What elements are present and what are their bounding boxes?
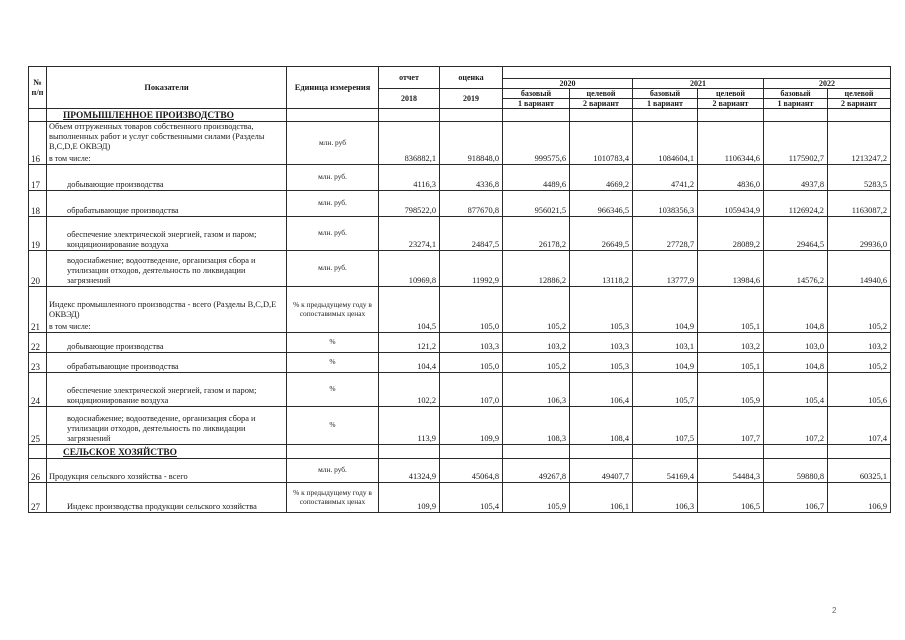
indicator-name: Индекс промышленного производства - всего (Разделы B,C,D,E ОКВЭД) xyxy=(49,300,277,319)
value-cell: 113,9 xyxy=(379,407,440,445)
value-cell: 105,1 xyxy=(698,287,764,333)
row-number: 18 xyxy=(29,191,47,217)
value-cell: 103,3 xyxy=(570,333,633,353)
value-cell: 104,8 xyxy=(764,287,828,333)
header-target: целевой xyxy=(698,89,764,99)
value-cell: 27728,7 xyxy=(633,217,698,251)
value-cell: 103,3 xyxy=(440,333,503,353)
value-cell: 107,7 xyxy=(698,407,764,445)
value-cell: 28089,2 xyxy=(698,217,764,251)
value-cell: 1084604,1 xyxy=(633,122,698,165)
value-cell: 107,2 xyxy=(764,407,828,445)
header-year-2019: 2019 xyxy=(440,89,503,109)
header-variant-2: 2 вариант xyxy=(828,99,891,109)
value-cell: 966346,5 xyxy=(570,191,633,217)
header-forecast-blank xyxy=(503,67,891,79)
row-number: 27 xyxy=(29,483,47,513)
value-cell: 105,2 xyxy=(503,353,570,373)
value-cell: 1163087,2 xyxy=(828,191,891,217)
unit-cell: % к предыдущему году в сопоставимых ценах xyxy=(287,483,379,513)
row-number: 25 xyxy=(29,407,47,445)
value-cell: 29464,5 xyxy=(764,217,828,251)
value-cell: 4116,3 xyxy=(379,165,440,191)
header-variant-1: 1 вариант xyxy=(633,99,698,109)
value-cell: 103,2 xyxy=(503,333,570,353)
header-report: отчет xyxy=(379,67,440,89)
header-base: базовый xyxy=(764,89,828,99)
value-cell: 105,9 xyxy=(503,483,570,513)
value-cell: 877670,8 xyxy=(440,191,503,217)
value-cell: 13984,6 xyxy=(698,251,764,287)
header-year-2022: 2022 xyxy=(764,79,891,89)
indicator-name-cell xyxy=(47,483,287,513)
unit-cell: млн. руб. xyxy=(287,191,379,217)
table-row xyxy=(29,122,891,165)
value-cell: 26649,5 xyxy=(570,217,633,251)
indicators-table xyxy=(28,66,891,513)
value-cell: 11992,9 xyxy=(440,251,503,287)
value-cell: 105,1 xyxy=(698,353,764,373)
value-cell: 103,0 xyxy=(764,333,828,353)
value-cell: 105,9 xyxy=(698,373,764,407)
industry-rows xyxy=(29,122,891,445)
value-cell: 107,0 xyxy=(440,373,503,407)
value-cell: 109,9 xyxy=(440,407,503,445)
value-cell: 1059434,9 xyxy=(698,191,764,217)
unit-cell: % xyxy=(287,353,379,373)
unit-cell: млн. руб xyxy=(287,122,379,165)
value-cell: 105,4 xyxy=(764,373,828,407)
value-cell: 105,3 xyxy=(570,353,633,373)
table-row xyxy=(29,191,891,217)
value-cell: 1213247,2 xyxy=(828,122,891,165)
value-cell: 5283,5 xyxy=(828,165,891,191)
section-row xyxy=(29,109,891,122)
value-cell: 4836,0 xyxy=(698,165,764,191)
value-cell: 29936,0 xyxy=(828,217,891,251)
table-row xyxy=(29,407,891,445)
header-target: целевой xyxy=(570,89,633,99)
row-number: 23 xyxy=(29,353,47,373)
row-number: 20 xyxy=(29,251,47,287)
value-cell: 106,3 xyxy=(633,483,698,513)
value-cell: 4669,2 xyxy=(570,165,633,191)
value-cell: 109,9 xyxy=(379,483,440,513)
value-cell: 105,2 xyxy=(828,287,891,333)
row-number: 22 xyxy=(29,333,47,353)
table-row xyxy=(29,217,891,251)
value-cell: 104,8 xyxy=(764,353,828,373)
row-number: 19 xyxy=(29,217,47,251)
indicator-name-cell xyxy=(47,373,287,407)
header-variant-2: 2 вариант xyxy=(570,99,633,109)
value-cell: 102,2 xyxy=(379,373,440,407)
unit-cell: % xyxy=(287,333,379,353)
value-cell: 105,2 xyxy=(503,287,570,333)
indicator-name: добывающие производства xyxy=(67,180,164,189)
value-cell: 14940,6 xyxy=(828,251,891,287)
table-row xyxy=(29,165,891,191)
table-row xyxy=(29,459,891,483)
indicator-name: Индекс производства продукции сельского хозяйства xyxy=(67,502,257,511)
value-cell: 105,3 xyxy=(570,287,633,333)
header-unit: Единица измерения xyxy=(287,67,379,109)
unit-cell: % xyxy=(287,373,379,407)
value-cell: 4741,2 xyxy=(633,165,698,191)
table-row xyxy=(29,483,891,513)
row-number: 16 xyxy=(29,122,47,165)
section-title-agriculture: СЕЛЬСКОЕ ХОЗЯЙСТВО xyxy=(47,445,287,459)
value-cell: 24847,5 xyxy=(440,217,503,251)
value-cell: 4489,6 xyxy=(503,165,570,191)
indicator-name-cell xyxy=(47,287,287,333)
value-cell: 106,5 xyxy=(698,483,764,513)
value-cell: 49407,7 xyxy=(570,459,633,483)
indicator-name: обеспечение электрической энергией, газом и паром; кондиционирование воздуха xyxy=(67,386,257,405)
indicator-name-cell xyxy=(47,407,287,445)
value-cell: 1106344,6 xyxy=(698,122,764,165)
unit-cell: % к предыдущему году в сопоставимых ценах xyxy=(287,287,379,333)
value-cell: 108,3 xyxy=(503,407,570,445)
table-row xyxy=(29,373,891,407)
value-cell: 106,9 xyxy=(828,483,891,513)
header-year-2021: 2021 xyxy=(633,79,764,89)
header-base: базовый xyxy=(633,89,698,99)
value-cell: 105,2 xyxy=(828,353,891,373)
value-cell: 108,4 xyxy=(570,407,633,445)
row-number: 21 xyxy=(29,287,47,333)
indicator-name-cell xyxy=(47,165,287,191)
indicator-name: обрабатывающие производства xyxy=(67,362,179,371)
indicator-name: обеспечение электрической энергией, газом и паром; кондиционирование воздуха xyxy=(67,230,257,249)
header-no: № п/п xyxy=(29,67,47,109)
value-cell: 106,1 xyxy=(570,483,633,513)
value-cell: 14576,2 xyxy=(764,251,828,287)
value-cell: 104,9 xyxy=(633,287,698,333)
agriculture-rows xyxy=(29,459,891,513)
value-cell: 105,0 xyxy=(440,287,503,333)
value-cell: 999575,6 xyxy=(503,122,570,165)
value-cell: 23274,1 xyxy=(379,217,440,251)
value-cell: 1038356,3 xyxy=(633,191,698,217)
value-cell: 1010783,4 xyxy=(570,122,633,165)
table-row xyxy=(29,251,891,287)
indicator-name-cell xyxy=(47,251,287,287)
value-cell: 49267,8 xyxy=(503,459,570,483)
indicator-name-cell xyxy=(47,122,287,165)
value-cell: 105,0 xyxy=(440,353,503,373)
value-cell: 103,1 xyxy=(633,333,698,353)
indicator-name-cell xyxy=(47,353,287,373)
indicator-name: Продукция сельского хозяйства - всего xyxy=(49,472,188,481)
value-cell: 918848,0 xyxy=(440,122,503,165)
header-year-2018: 2018 xyxy=(379,89,440,109)
header-year-2020: 2020 xyxy=(503,79,633,89)
indicator-name-cell xyxy=(47,191,287,217)
value-cell: 104,9 xyxy=(633,353,698,373)
unit-cell: млн. руб. xyxy=(287,251,379,287)
value-cell: 59880,8 xyxy=(764,459,828,483)
header-variant-2: 2 вариант xyxy=(698,99,764,109)
row-number: 26 xyxy=(29,459,47,483)
value-cell: 105,4 xyxy=(440,483,503,513)
value-cell: 1126924,2 xyxy=(764,191,828,217)
value-cell: 4937,8 xyxy=(764,165,828,191)
indicator-name-cell xyxy=(47,459,287,483)
value-cell: 41324,9 xyxy=(379,459,440,483)
header-variant-1: 1 вариант xyxy=(503,99,570,109)
value-cell: 103,2 xyxy=(698,333,764,353)
value-cell: 956021,5 xyxy=(503,191,570,217)
page-number: 2 xyxy=(832,606,837,615)
value-cell: 54484,3 xyxy=(698,459,764,483)
row-number: 24 xyxy=(29,373,47,407)
including-note: в том числе: xyxy=(49,322,91,331)
value-cell: 121,2 xyxy=(379,333,440,353)
value-cell: 104,4 xyxy=(379,353,440,373)
indicator-name: водоснабжение; водоотведение, организация сбора и утилизации отходов, деятельность по ликвидации загрязнений xyxy=(67,414,256,443)
indicator-name: Объем отгруженных товаров собственного производства, выполненных работ и услуг собственными силами (Разделы B,C,D,E ОКВЭД) xyxy=(49,122,265,151)
value-cell: 106,7 xyxy=(764,483,828,513)
section-row xyxy=(29,445,891,459)
value-cell: 107,4 xyxy=(828,407,891,445)
value-cell: 798522,0 xyxy=(379,191,440,217)
table-row xyxy=(29,333,891,353)
header-variant-1: 1 вариант xyxy=(764,99,828,109)
value-cell: 836882,1 xyxy=(379,122,440,165)
value-cell: 10969,8 xyxy=(379,251,440,287)
value-cell: 104,5 xyxy=(379,287,440,333)
value-cell: 105,6 xyxy=(828,373,891,407)
indicator-name: обрабатывающие производства xyxy=(67,206,179,215)
unit-cell: % xyxy=(287,407,379,445)
value-cell: 54169,4 xyxy=(633,459,698,483)
indicator-name: добывающие производства xyxy=(67,342,164,351)
value-cell: 103,2 xyxy=(828,333,891,353)
unit-cell: млн. руб. xyxy=(287,217,379,251)
header-base: базовый xyxy=(503,89,570,99)
value-cell: 13118,2 xyxy=(570,251,633,287)
value-cell: 1175902,7 xyxy=(764,122,828,165)
section-title-industry: ПРОМЫШЛЕННОЕ ПРОИЗВОДСТВО xyxy=(47,109,287,122)
value-cell: 13777,9 xyxy=(633,251,698,287)
value-cell: 105,7 xyxy=(633,373,698,407)
value-cell: 106,4 xyxy=(570,373,633,407)
table-row xyxy=(29,287,891,333)
value-cell: 12886,2 xyxy=(503,251,570,287)
value-cell: 26178,2 xyxy=(503,217,570,251)
value-cell: 4336,8 xyxy=(440,165,503,191)
value-cell: 45064,8 xyxy=(440,459,503,483)
indicator-name-cell xyxy=(47,333,287,353)
unit-cell: млн. руб. xyxy=(287,459,379,483)
indicator-name: водоснабжение; водоотведение, организация сбора и утилизации отходов, деятельность по ликвидации загрязнений xyxy=(67,256,256,285)
indicators-sheet xyxy=(28,66,890,513)
value-cell: 107,5 xyxy=(633,407,698,445)
header-target: целевой xyxy=(828,89,891,99)
table-row xyxy=(29,353,891,373)
header-estimate: оценка xyxy=(440,67,503,89)
indicator-name-cell xyxy=(47,217,287,251)
value-cell: 106,3 xyxy=(503,373,570,407)
value-cell: 60325,1 xyxy=(828,459,891,483)
unit-cell: млн. руб. xyxy=(287,165,379,191)
row-number: 17 xyxy=(29,165,47,191)
header-indicators: Показатели xyxy=(47,67,287,109)
including-note: в том числе: xyxy=(49,154,91,163)
